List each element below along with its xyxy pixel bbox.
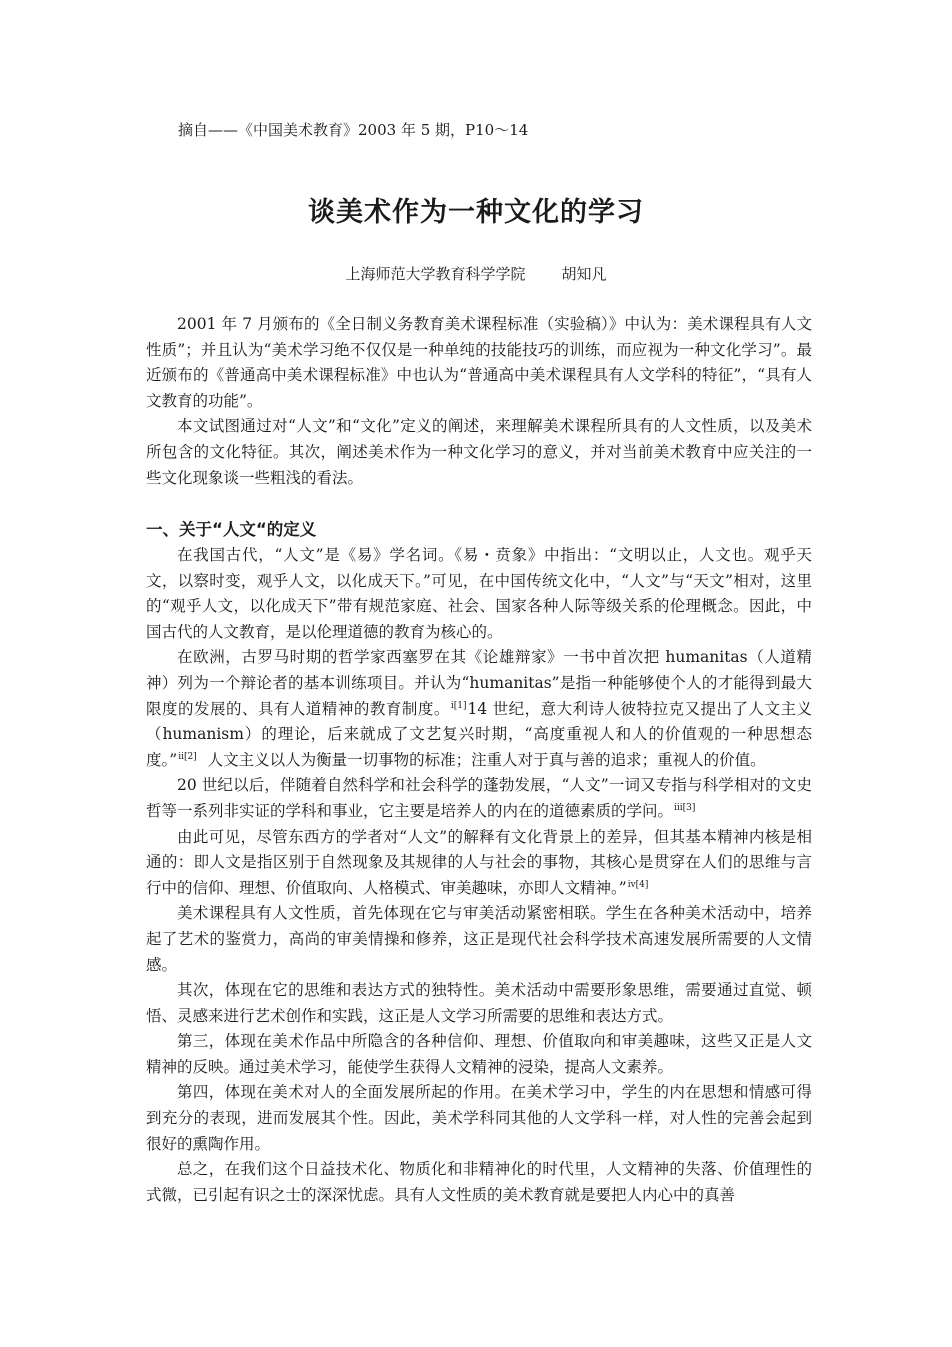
paragraph-text: 14 世纪，意大利诗人彼特拉克又提出了人文主义（humanism）的理论，后来就成了文艺复兴时期，“高度重视人和人的价值观的一种思想态度。”: [146, 699, 812, 769]
body-paragraph: 在我国古代，“人文”是《易》学名词。《易・贲象》中指出：“文明以止，人文也。观乎天文，以察时变，观乎人文，以化成天下。”可见，在中国传统文化中，“人文”与“天文”相对，这里的“观乎人文，以化成天下”带有规范家庭、社会、国家各种人际等级关系的伦理概念。因此，中国古代的人文教育，是以伦理道德的教育为核心的。: [146, 546, 812, 641]
paragraph-text: 20 世纪以后，伴随着自然科学和社会科学的蓬勃发展，“人文”一词又专指与科学相对的文史哲等一系列非实证的学科和事业，它主要是培养人的内在的道德素质的学问。: [146, 776, 812, 820]
institution: 上海师范大学教育科学学院: [345, 265, 526, 283]
body-paragraph: 美术课程具有人文性质，首先体现在它与审美活动紧密相联。学生在各种美术活动中，培养起了艺术的鉴赏力，高尚的审美情操和修养，这正是现代社会科学技术高速发展所需要的人文情感。: [146, 904, 812, 974]
source-citation: 摘自——《中国美术教育》2003 年 5 期，P10～14: [178, 121, 529, 139]
section-1: [146, 516, 812, 1208]
footnote-ref: iii[3]: [674, 802, 696, 813]
body-paragraph: 第四，体现在美术对人的全面发展所起的作用。在美术学习中，学生的内在思想和情感可得到充分的表现，进而发展其个性。因此，美术学科同其他的人文学科一样，对人性的完善会起到很好的熏陶作用。: [146, 1083, 812, 1153]
body-paragraph: 其次，体现在它的思维和表达方式的独特性。美术活动中需要形象思维，需要通过直觉、顿悟、灵感来进行艺术创作和实践，这正是人文学习所需要的思维和表达方式。: [146, 981, 812, 1025]
body-paragraph: [146, 825, 812, 902]
byline: [0, 263, 952, 285]
introduction: [146, 312, 812, 491]
footnote-ref: i[1]: [450, 700, 467, 711]
body-paragraph: 第三，体现在美术作品中所隐含的各种信仰、理想、价值取向和审美趣味，这些又正是人文精神的反映。通过美术学习，能使学生获得人文精神的浸染，提高人文素养。: [146, 1032, 812, 1076]
paragraph-text: 人文主义以人为衡量一切事物的标准；注重人对于真与善的追求；重视人的价值。: [207, 750, 766, 769]
body-paragraph: [146, 645, 812, 773]
footnote-ref: iv[4]: [627, 879, 649, 890]
paragraph-text: 由此可见，尽管东西方的学者对“人文”的解释有文化背景上的差异，但其基本精神内核是相通的：即人文是指区别于自然现象及其规律的人与社会的事物，其核心是贯穿在人们的思维与言行中的信仰、理想、价值取向、人格模式、审美趣味，亦即人文精神。”: [146, 827, 812, 897]
body-paragraph: 总之，在我们这个日益技术化、物质化和非精神化的时代里，人文精神的失落、价值理性的式微，已引起有识之士的深深忧虑。具有人文性质的美术教育就是要把人内心中的真善: [146, 1160, 812, 1204]
article-title: 谈美术作为一种文化的学习: [308, 197, 644, 228]
intro-paragraph: 本文试图通过对“人文”和“文化”定义的阐述，来理解美术课程所具有的人文性质，以及美术所包含的文化特征。其次，阐述美术作为一种文化学习的意义，并对当前美术教育中应关注的一些文化现象谈一些粗浅的看法。: [146, 417, 812, 487]
section-heading: 一、关于“人文“的定义: [146, 520, 317, 539]
author-name: 胡知凡: [561, 265, 607, 283]
intro-paragraph: 2001 年 7 月颁布的《全日制义务教育美术课程标准（实验稿）》中认为：美术课程具有人文性质”；并且认为“美术学习绝不仅仅是一种单纯的技能技巧的训练，而应视为一种文化学习”。最近颁布的《普通高中美术课程标准》中也认为“普通高中美术课程具有人文学科的特征”，“具有人文教育的功能”。: [146, 315, 812, 410]
paragraph-text: 在欧洲，古罗马时期的哲学家西塞罗在其《论雄辩家》一书中首次把 humanitas（人道精神）列为一个辩论者的基本训练项目。并认为“humanitas”是指一种能够使个人的才能得到最大限度的发展的、具有人道精神的教育制度。: [146, 648, 812, 718]
body-paragraph: [146, 773, 812, 824]
footnote-ref: ii[2]: [178, 751, 197, 762]
